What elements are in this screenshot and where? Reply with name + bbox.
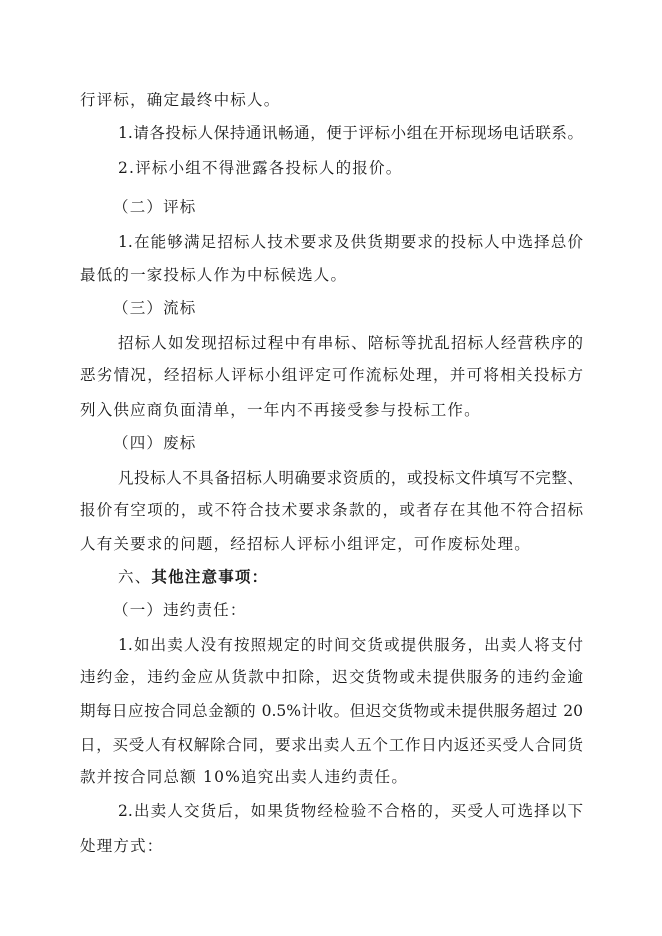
paragraph-line: 恶劣情况，经招标人评标小组评定可作流标处理，并可将相关投标方 — [80, 366, 583, 384]
list-item: 2.出卖人交货后，如果货物经检验不合格的，买受人可选择以下 — [118, 802, 583, 820]
paragraph-line: 凡投标人不具备招标人明确要求资质的，或投标文件填写不完整、 — [118, 469, 583, 487]
list-item: 1.在能够满足招标人技术要求及供货期要求的投标人中选择总价 — [118, 233, 583, 251]
subheading: （一）违约责任： — [113, 601, 247, 619]
paragraph-line: 款并按合同总额 10%追究出卖人违约责任。 — [80, 768, 409, 786]
paragraph-line: 违约金，违约金应从货款中扣除，迟交货物或未提供服务的违约金逾 — [80, 668, 583, 686]
subheading: （二）评标 — [113, 198, 197, 216]
section-number: 六、 — [118, 568, 152, 586]
list-item: 1.请各投标人保持通讯畅通，便于评标小组在开标现场电话联系。 — [118, 124, 583, 142]
paragraph-line: 招标人如发现招标过程中有串标、陪标等扰乱招标人经营秩序的 — [118, 334, 583, 352]
paragraph-line: 日，买受人有权解除合同，要求出卖人五个工作日内返还买受人合同货 — [80, 736, 583, 754]
paragraph-line: 最低的一家投标人作为中标候选人。 — [80, 266, 348, 284]
subheading: （四）废标 — [113, 434, 197, 452]
paragraph-line: 期每日应按合同总金额的 0.5%计收。但迟交货物或未提供服务超过 20 — [80, 702, 583, 720]
subheading: （三）流标 — [113, 299, 197, 317]
paragraph-line: 列入供应商负面清单，一年内不再接受参与投标工作。 — [80, 401, 481, 419]
list-item: 1.如出卖人没有按照规定的时间交货或提供服务，出卖人将支付 — [118, 636, 583, 654]
paragraph-line: 行评标，确定最终中标人。 — [80, 91, 281, 109]
list-item: 2.评标小组不得泄露各投标人的报价。 — [118, 159, 403, 177]
paragraph-line: 处理方式： — [80, 837, 164, 855]
section-title: 其他注意事项： — [151, 567, 269, 586]
section-heading — [118, 567, 268, 587]
paragraph-line: 人有关要求的问题，经招标人评标小组评定，可作废标处理。 — [80, 535, 531, 553]
paragraph-line: 报价有空项的，或不符合技术要求条款的，或者存在其他不符合招标 — [80, 501, 583, 519]
